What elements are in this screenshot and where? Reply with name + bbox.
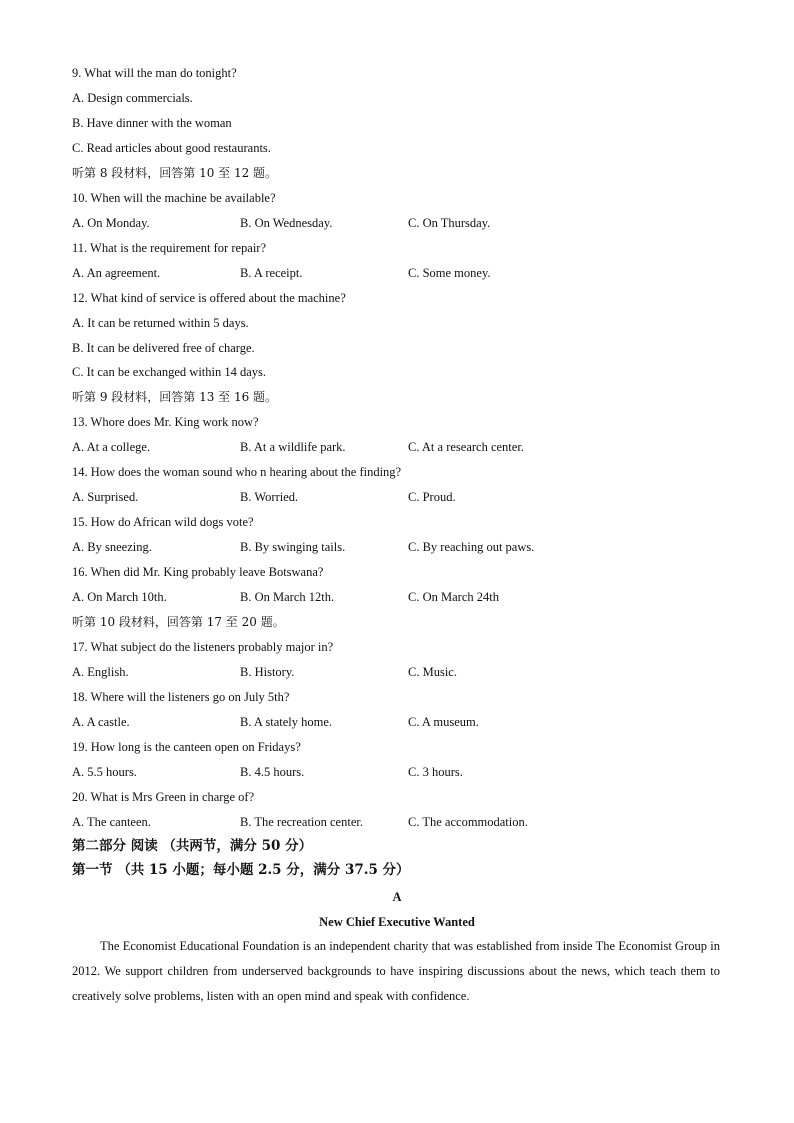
option-12b: B. It can be delivered free of charge. — [72, 341, 255, 355]
option-18c: C. A museum. — [408, 715, 479, 729]
option-17b: B. History. — [240, 665, 295, 679]
option-11a: A. An agreement. — [72, 266, 161, 280]
option-15b: B. By swinging tails. — [240, 540, 346, 554]
option-9b: B. Have dinner with the woman — [72, 116, 232, 130]
option-16c: C. On March 24th — [408, 590, 499, 604]
question-13: 13. Whore does Mr. King work now? — [72, 415, 259, 429]
question-17: 17. What subject do the listeners probably major in? — [72, 640, 334, 654]
option-13b: B. At a wildlife park. — [240, 440, 346, 454]
option-10a: A. On Monday. — [72, 216, 150, 230]
question-12: 12. What kind of service is offered about the machine? — [72, 291, 346, 305]
question-19: 19. How long is the canteen open on Fridays? — [72, 740, 301, 754]
option-13a: A. At a college. — [72, 440, 151, 454]
option-17c: C. Music. — [408, 665, 457, 679]
option-20c: C. The accommodation. — [408, 815, 528, 829]
option-20a: A. The canteen. — [72, 815, 151, 829]
question-18: 18. Where will the listeners go on July 5th? — [72, 690, 290, 704]
option-19c: C. 3 hours. — [408, 765, 463, 779]
option-12c: C. It can be exchanged within 14 days. — [72, 365, 267, 379]
question-15: 15. How do African wild dogs vote? — [72, 515, 254, 529]
option-15c: C. By reaching out paws. — [408, 540, 535, 554]
option-10b: B. On Wednesday. — [240, 216, 333, 230]
section-instruction-9: 听第 9 段材料，回答第 13 至 16 题。 — [72, 390, 278, 404]
question-14: 14. How does the woman sound who n hearing about the finding? — [72, 465, 402, 479]
option-16a: A. On March 10th. — [72, 590, 167, 604]
option-12a: A. It can be returned within 5 days. — [72, 316, 249, 330]
option-19b: B. 4.5 hours. — [240, 765, 305, 779]
option-14c: C. Proud. — [408, 490, 456, 504]
question-10: 10. When will the machine be available? — [72, 191, 276, 205]
option-19a: A. 5.5 hours. — [72, 765, 137, 779]
part2-section1-heading: 第一节 （共 15 小题；每小题 2.5 分，满分 37.5 分） — [72, 862, 410, 878]
option-14a: A. Surprised. — [72, 490, 139, 504]
option-18a: A. A castle. — [72, 715, 130, 729]
option-14b: B. Worried. — [240, 490, 299, 504]
section-instruction-10: 听第 10 段材料，回答第 17 至 20 题。 — [72, 615, 285, 629]
option-11c: C. Some money. — [408, 266, 491, 280]
option-9c: C. Read articles about good restaurants. — [72, 141, 271, 155]
option-17a: A. English. — [72, 665, 129, 679]
option-16b: B. On March 12th. — [240, 590, 335, 604]
option-11b: B. A receipt. — [240, 266, 303, 280]
option-20b: B. The recreation center. — [240, 815, 363, 829]
question-11: 11. What is the requirement for repair? — [72, 241, 267, 255]
question-20: 20. What is Mrs Green in charge of? — [72, 790, 255, 804]
option-10c: C. On Thursday. — [408, 216, 491, 230]
passage-paragraph: The Economist Educational Foundation is an independent charity that was established from inside The Economist Group in 2012. We support children from underserved backgrounds to have inspiring discussions about the news, which teach them to creatively solve problems, listen with an open mind and speak with confidence. — [72, 939, 720, 1003]
option-15a: A. By sneezing. — [72, 540, 152, 554]
section-instruction-8: 听第 8 段材料，回答第 10 至 12 题。 — [72, 166, 278, 180]
passage-title: New Chief Executive Wanted — [319, 915, 475, 929]
option-13c: C. At a research center. — [408, 440, 524, 454]
question-9: 9. What will the man do tonight? — [72, 66, 237, 80]
option-18b: B. A stately home. — [240, 715, 333, 729]
option-9a: A. Design commercials. — [72, 91, 193, 105]
question-16: 16. When did Mr. King probably leave Botswana? — [72, 565, 324, 579]
part2-heading: 第二部分 阅读 （共两节，满分 50 分） — [72, 838, 313, 854]
passage-letter: A — [392, 890, 402, 904]
